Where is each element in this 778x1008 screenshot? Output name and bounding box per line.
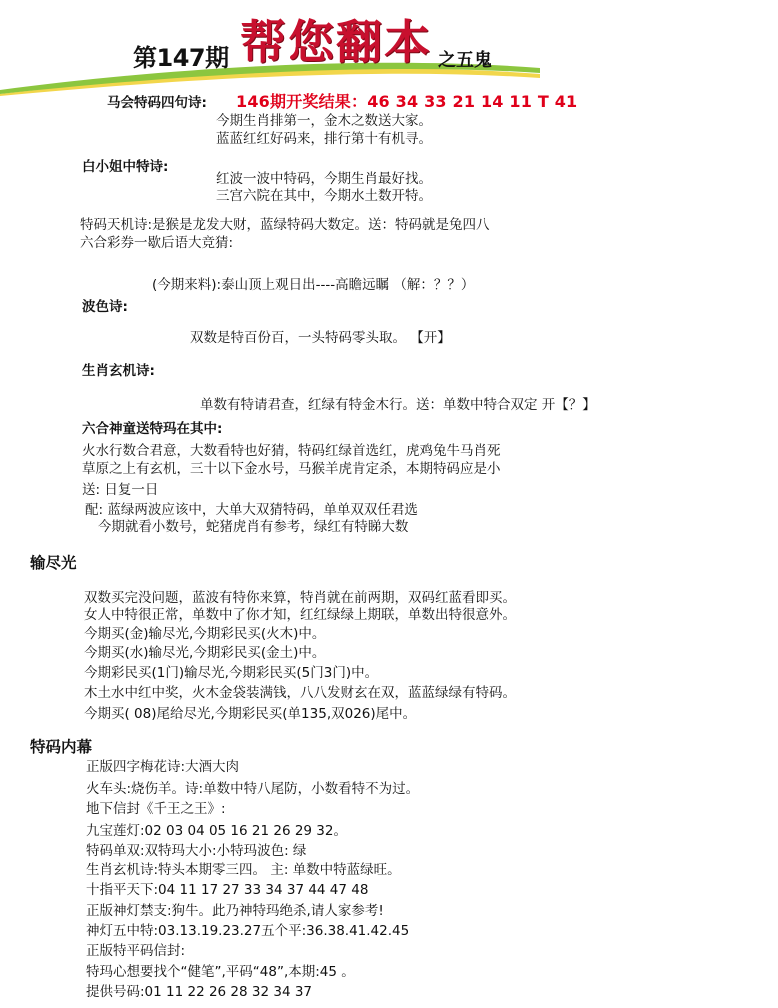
brand-subtitle: 之五鬼: [438, 50, 492, 71]
tianji-line-1: 特码天机诗:是猴是龙发大财，蓝绿特码大数定。送：特码就是兔四八: [80, 217, 490, 233]
shenpei-line-3: 送: 日复一日: [82, 482, 159, 498]
temaneimu-line-4: 九宝莲灯:02 03 04 05 16 21 26 29 32。: [86, 823, 347, 839]
temaneimu-line-11: 特玛心想要找个“健笔”,平码“48”,本期:45 。: [86, 964, 355, 980]
shujinguang-line-7: 今期买( 08)尾给尽光,今期彩民买(单135,双026)尾中。: [84, 706, 417, 722]
shujinguang-line-5: 今期彩民买(1门)输尽光,今期彩民买(5门3门)中。: [84, 665, 379, 681]
temaneimu-heading: 特码内幕: [30, 738, 93, 756]
shujinguang-line-4: 今期买(水)输尽光,今期彩民买(金土)中。: [84, 645, 326, 661]
shenpei-title: 六合神童送特玛在其中:: [82, 421, 223, 437]
tianji-line-3: (今期来料):泰山顶上观日出----高瞻远瞩 （解：？？）: [152, 277, 475, 293]
mahui-line-2: 蓝蓝红红好码来，排行第十有机寻。: [216, 131, 432, 147]
temaneimu-line-7: 十指平天下:04 11 17 27 33 34 37 44 47 48: [86, 882, 369, 898]
baixiaojie-title: 白小姐中特诗:: [82, 159, 169, 175]
tianji-line-2: 六合彩券一歇后语大竞猜:: [80, 235, 234, 251]
shenpei-pei-2: 今期就看小数号，蛇猪虎肖有参考，绿红有特睇大数: [85, 519, 409, 535]
shujinguang-line-1: 双数买完没问题，蓝波有特你来算，特肖就在前两期，双码红蓝看即买。: [84, 590, 516, 606]
temaneimu-line-3: 地下信封《千王之王》:: [86, 801, 226, 817]
temaneimu-line-5: 特码单双:双特玛大小:小特玛波色: 绿: [86, 843, 307, 859]
shujinguang-line-6: 木土水中红中奖，火木金袋装满钱，八八发财玄在双，蓝蓝绿绿有特码。: [84, 685, 516, 701]
baixiaojie-line-1: 红波一波中特码，今期生肖最好找。: [216, 171, 432, 187]
temaneimu-line-10: 正版特平码信封:: [86, 943, 186, 959]
temaneimu-line-8: 正版神灯禁支:狗牛。此乃神特玛绝杀,请人家参考!: [86, 903, 384, 919]
temaneimu-line-9: 神灯五中特:03.13.19.23.27五个平:36.38.41.42.45: [86, 923, 410, 939]
shenpei-line-1: 火水行数合君意，大数看特也好猜，特码红绿首选红，虎鸡兔牛马肖死: [82, 443, 501, 459]
temaneimu-line-1: 正版四字梅花诗:大酒大肉: [86, 759, 240, 775]
temaneimu-line-2: 火车头:烧伤羊。诗:单数中特八尾防，小数看特不为过。: [86, 781, 420, 797]
shengxiao-title: 生肖玄机诗:: [82, 363, 155, 379]
mahui-title: 马会特码四句诗:: [107, 95, 207, 111]
shenpei-line-2: 草原之上有玄机，三十以下金水号，马猴羊虎肯定杀，本期特码应是小: [82, 461, 501, 477]
shujinguang-line-2: 女人中特很正常，单数中了你才知，红红绿绿上期联，单数出特很意外。: [84, 607, 516, 623]
shenpei-pei-1: 配: 蓝绿两波应该中，大单大双猜特码，单单双双任君选: [85, 502, 418, 518]
results-line: 146期开奖结果：46 34 33 21 14 11 T 41: [236, 92, 578, 111]
brand-logo-text: 帮您翻本: [240, 15, 432, 69]
shengxiao-line: 单数有特请君查，红绿有特金木行。送：单数中特合双定 开【？】: [200, 397, 596, 413]
temaneimu-line-6: 生肖玄机诗:特头本期零三四。 主: 单数中特蓝绿旺。: [86, 862, 401, 878]
bose-title: 波色诗:: [82, 299, 128, 315]
baixiaojie-line-2: 三宫六院在其中，今期水土数开特。: [216, 188, 432, 204]
shujinguang-line-3: 今期买(金)输尽光,今期彩民买(火木)中。: [84, 626, 326, 642]
temaneimu-line-12: 提供号码:01 11 22 26 28 32 34 37: [86, 984, 313, 1000]
period-title: 第147期: [133, 44, 229, 72]
shujinguang-heading: 输尽光: [30, 554, 77, 572]
mahui-line-1: 今期生肖排第一，金木之数送大家。: [216, 113, 432, 129]
bose-line: 双数是特百份百，一头特码零头取。 【开】: [190, 330, 451, 346]
